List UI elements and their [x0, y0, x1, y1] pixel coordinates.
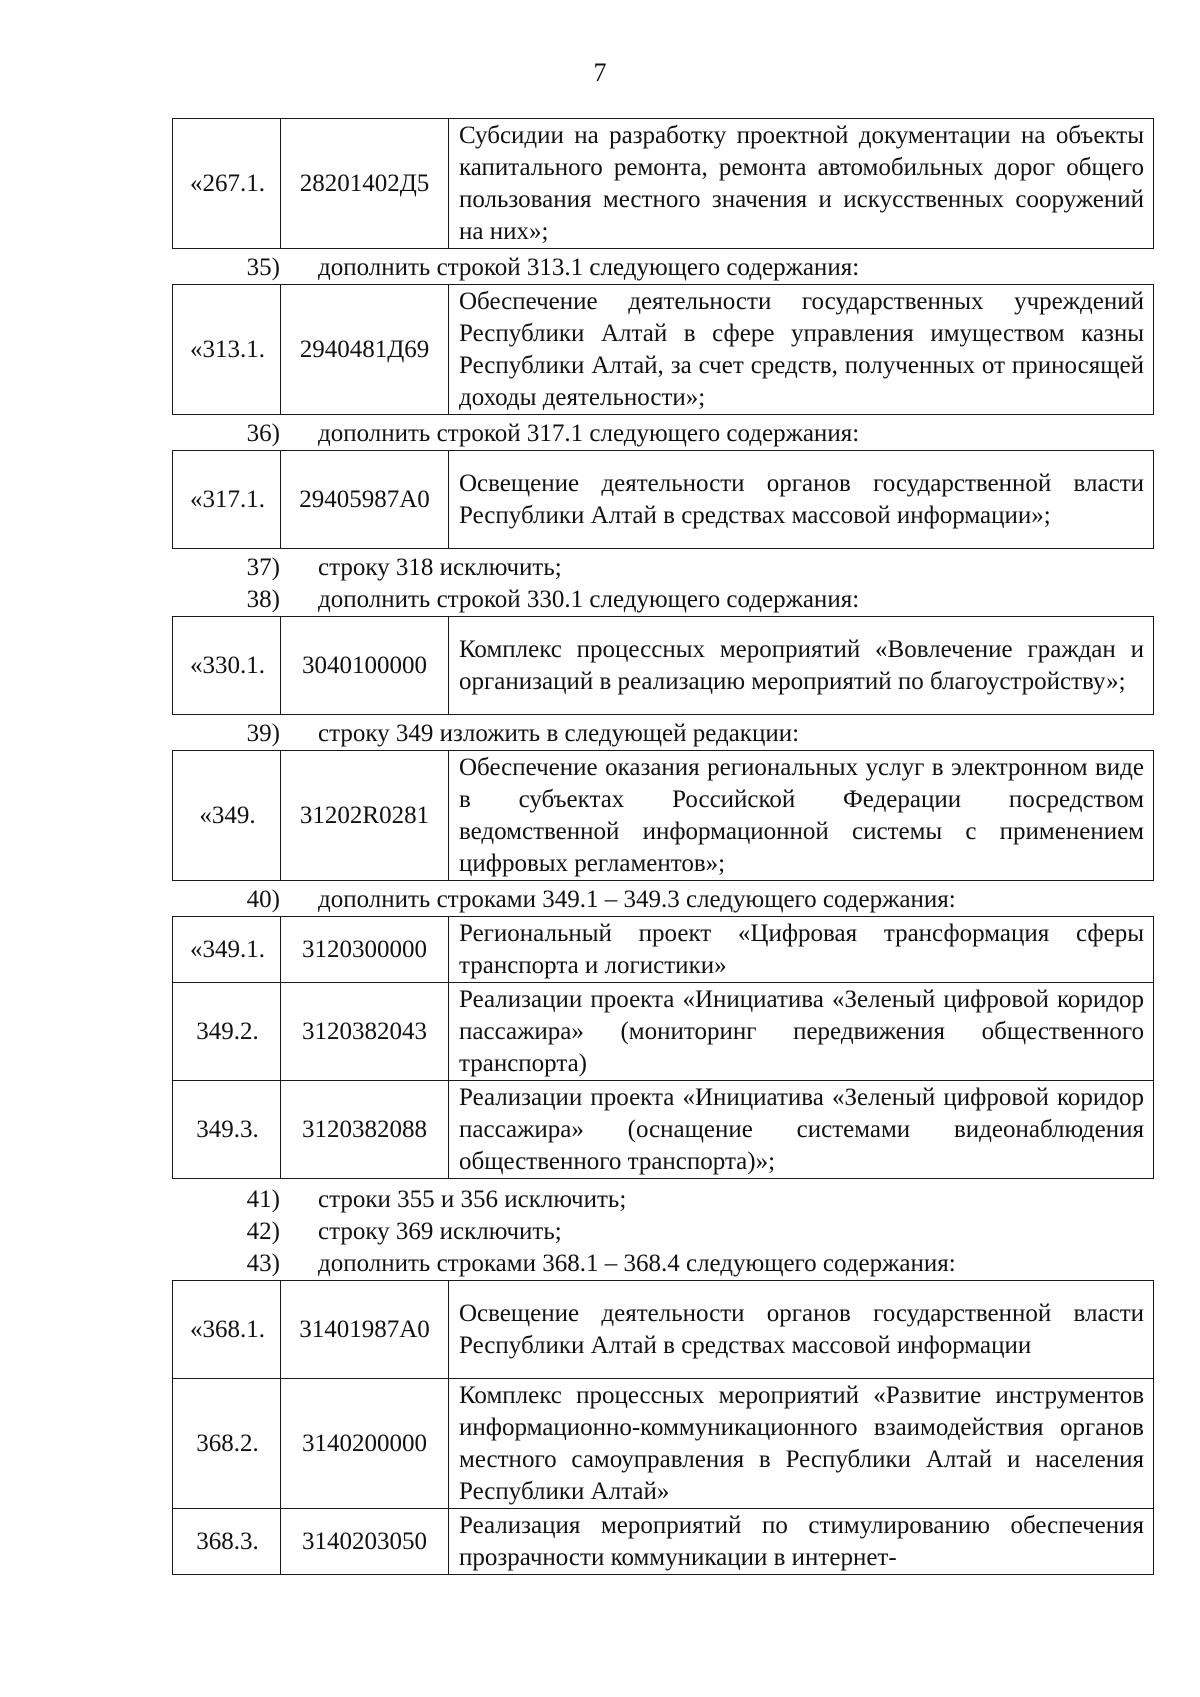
row-description: Реализация мероприятий по стимулированию обеспечения прозрачности коммуникации в интернет-	[449, 1509, 1154, 1575]
row-code: 3120382043	[281, 983, 449, 1081]
row-description: Комплекс процессных мероприятий «Развитие инструментов информационно-коммуникационного взаимодействия органов местного самоуправления в Республики Алтай и населения Республики Алтай»	[449, 1379, 1154, 1509]
row-code: 3120300000	[281, 917, 449, 983]
table-row-group	[172, 750, 1154, 881]
row-number: «317.1.	[173, 451, 281, 549]
row-description: Реализации проекта «Инициатива «Зеленый цифровой коридор пассажира» (оснащение системами видеонаблюдения общественного транспорта)»;	[449, 1081, 1154, 1179]
row-code: 3140200000	[281, 1379, 449, 1509]
row-description: Освещение деятельности органов государственной власти Республики Алтай в средствах массовой информации»;	[449, 451, 1154, 549]
row-code: 28201402Д5	[281, 119, 449, 249]
instruction-line	[172, 418, 1153, 450]
instruction-text: строку 349 изложить в следующей редакции:	[318, 720, 800, 747]
row-description: Региональный проект «Цифровая трансформация сферы транспорта и логистики»	[449, 917, 1154, 983]
instruction-line	[172, 718, 1153, 750]
row-number: «368.1.	[173, 1281, 281, 1379]
row-number: 368.3.	[173, 1509, 281, 1575]
row-code: 29405987А0	[281, 451, 449, 549]
row-code: 3120382088	[281, 1081, 449, 1179]
table-row	[173, 1379, 1154, 1509]
instruction-number: 39)	[246, 720, 280, 747]
instruction-text: дополнить строками 368.1 – 368.4 следующего содержания:	[318, 1250, 956, 1277]
instruction-text: дополнить строкой 330.1 следующего содержания:	[318, 586, 860, 613]
instruction-number: 40)	[246, 886, 280, 913]
table-row-group	[172, 118, 1154, 249]
row-number: «349.1.	[173, 917, 281, 983]
table-row	[173, 285, 1154, 415]
table-row	[173, 1281, 1154, 1379]
instruction-line	[172, 1216, 1153, 1248]
row-description: Реализации проекта «Инициатива «Зеленый цифровой коридор пассажира» (мониторинг передвижения общественного транспорта)	[449, 983, 1154, 1081]
table-row-group	[172, 1280, 1154, 1575]
row-description: Комплекс процессных мероприятий «Вовлечение граждан и организаций в реализацию мероприятий по благоустройству»;	[449, 617, 1154, 715]
row-description: Обеспечение деятельности государственных учреждений Республики Алтай в сфере управления имуществом казны Республики Алтай, за счет средств, полученных от приносящей доходы деятельности»;	[449, 285, 1154, 415]
instruction-number: 42)	[246, 1218, 280, 1245]
table-row	[173, 751, 1154, 881]
row-number: «349.	[173, 751, 281, 881]
instruction-text: дополнить строкой 317.1 следующего содержания:	[318, 420, 860, 447]
row-number: 349.3.	[173, 1081, 281, 1179]
row-number: 368.2.	[173, 1379, 281, 1509]
instruction-number: 36)	[246, 420, 280, 447]
table-row	[173, 917, 1154, 983]
row-number: «330.1.	[173, 617, 281, 715]
instruction-number: 41)	[246, 1186, 280, 1213]
instruction-text: строку 318 исключить;	[318, 554, 562, 581]
instruction-text: дополнить строкой 313.1 следующего содержания:	[318, 254, 860, 281]
table-row	[173, 1081, 1154, 1179]
row-description: Освещение деятельности органов государственной власти Республики Алтай в средствах массовой информации	[449, 1281, 1154, 1379]
instruction-text: дополнить строками 349.1 – 349.3 следующего содержания:	[318, 886, 956, 913]
instruction-number: 37)	[246, 554, 280, 581]
table-row	[173, 983, 1154, 1081]
instruction-text: строку 369 исключить;	[318, 1218, 562, 1245]
table-row	[173, 1509, 1154, 1575]
page-number: 7	[593, 58, 607, 87]
row-description: Обеспечение оказания региональных услуг в электронном виде в субъектах Российской Федерации посредством ведомственной информационной системы с применением цифровых регламентов»;	[449, 751, 1154, 881]
table-row-group	[172, 616, 1154, 715]
table-row-group	[172, 284, 1154, 415]
instruction-line	[172, 1184, 1153, 1216]
instruction-line	[172, 1248, 1153, 1280]
row-code: 31401987А0	[281, 1281, 449, 1379]
instruction-line	[172, 884, 1153, 916]
table-row	[173, 451, 1154, 549]
row-description: Субсидии на разработку проектной документации на объекты капитального ремонта, ремонта автомобильных дорог общего пользования местного значения и искусственных сооружений на них»;	[449, 119, 1154, 249]
table-row-group	[172, 916, 1154, 1179]
row-number: «313.1.	[173, 285, 281, 415]
instruction-line	[172, 252, 1153, 284]
row-number: «267.1.	[173, 119, 281, 249]
instruction-number: 38)	[246, 586, 280, 613]
row-code: 2940481Д69	[281, 285, 449, 415]
instruction-line	[172, 552, 1153, 584]
table-row-group	[172, 450, 1154, 549]
row-code: 3040100000	[281, 617, 449, 715]
table-row	[173, 617, 1154, 715]
table-row	[173, 119, 1154, 249]
row-code: 31202R0281	[281, 751, 449, 881]
row-number: 349.2.	[173, 983, 281, 1081]
instruction-number: 43)	[246, 1250, 280, 1277]
instruction-text: строки 355 и 356 исключить;	[318, 1186, 627, 1213]
row-code: 3140203050	[281, 1509, 449, 1575]
instruction-line	[172, 584, 1153, 616]
instruction-number: 35)	[246, 254, 280, 281]
